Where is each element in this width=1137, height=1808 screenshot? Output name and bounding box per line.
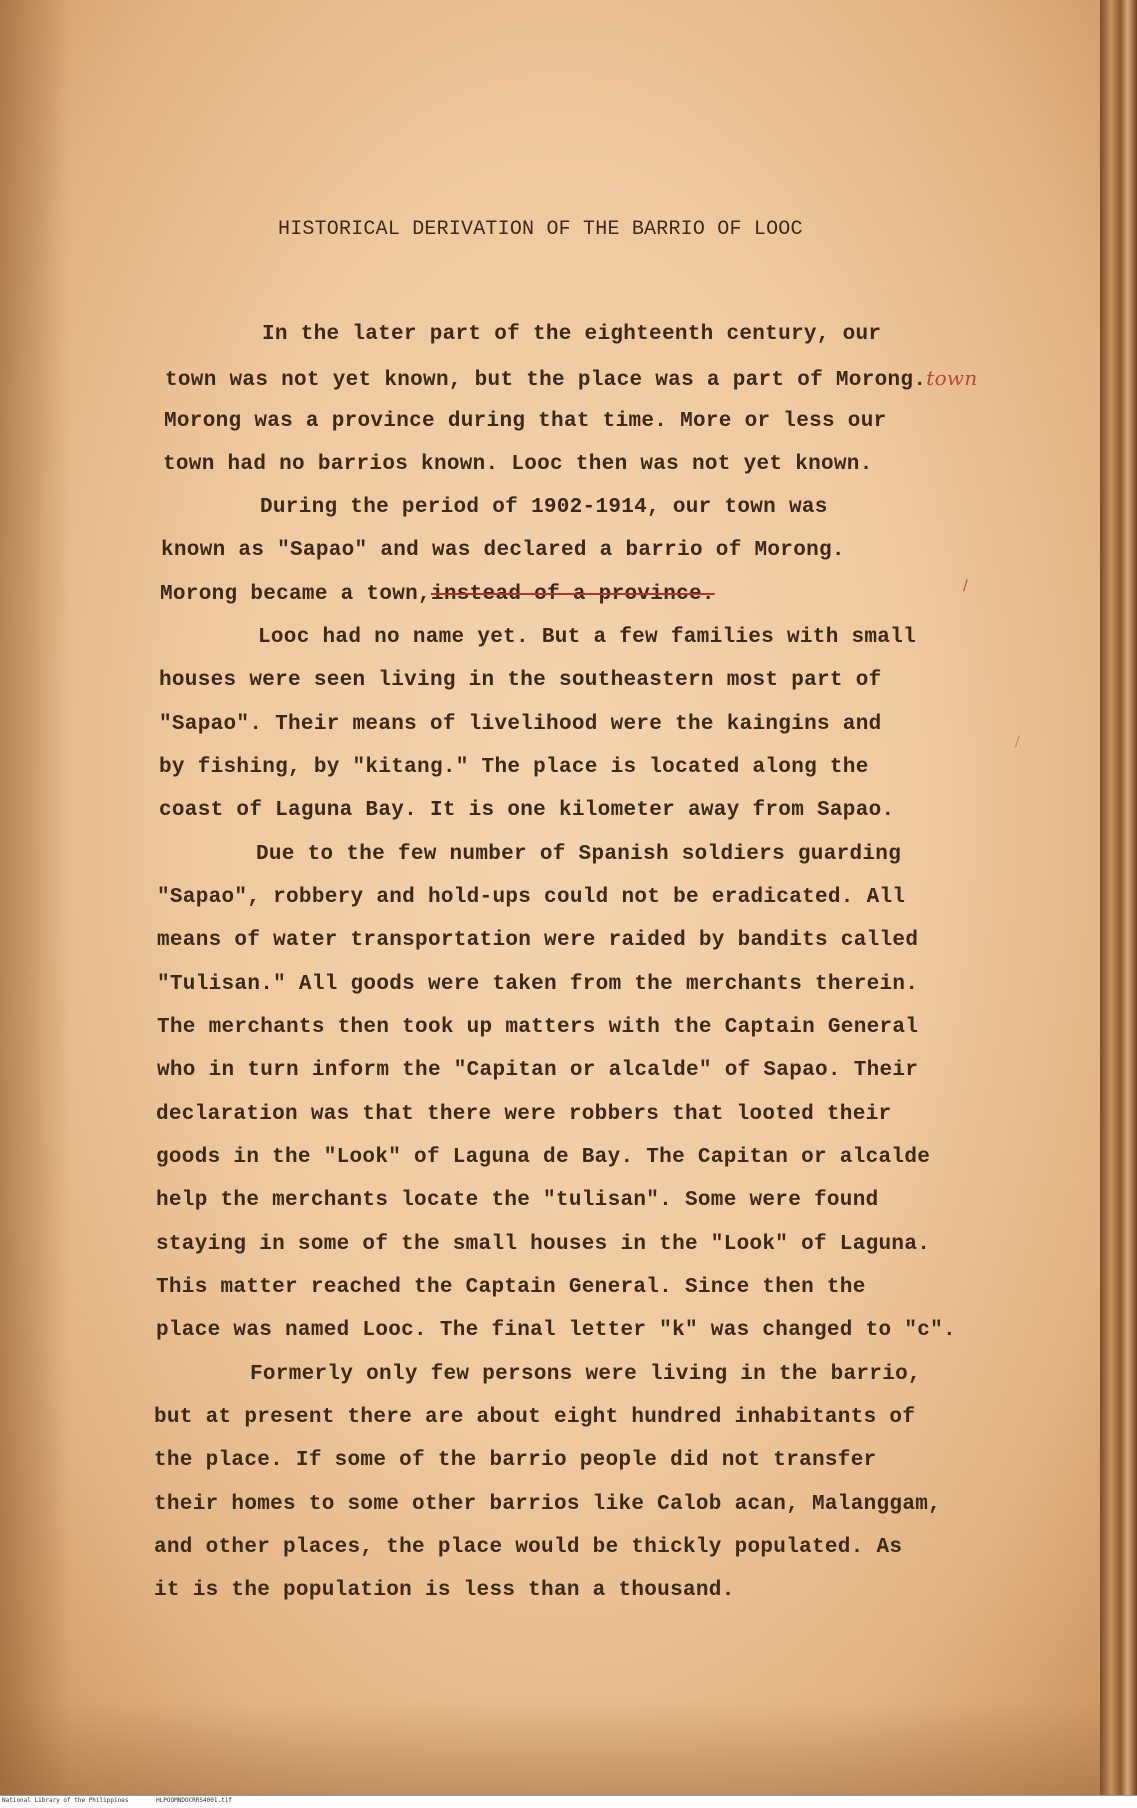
text-line-27: the place. If some of the barrio people did not transfer	[154, 1449, 877, 1472]
struck-text: instead of a province.	[430, 583, 715, 606]
footer-file-id: HLPOOMNDOCRRS4001.tif	[156, 1797, 232, 1804]
page-bottom-shadow	[0, 1700, 1118, 1795]
text-line-30: it is the population is less than a thousand.	[154, 1579, 735, 1602]
text-line-16: "Tulisan." All goods were taken from the merchants therein.	[157, 973, 919, 996]
text-line-8: Looc had no name yet. But a few families with small	[258, 626, 917, 649]
text-line-19: declaration was that there were robbers that looted their	[156, 1103, 892, 1126]
text-line-20: goods in the "Look" of Laguna de Bay. The Capitan or alcalde	[156, 1146, 931, 1169]
text-line-22: staying in some of the small houses in the "Look" of Laguna.	[156, 1233, 931, 1256]
text-line-15: means of water transportation were raided by bandits called	[157, 929, 919, 952]
text-line-26: but at present there are about eight hundred inhabitants of	[154, 1406, 916, 1429]
footer-library-name: National Library of the Philippines	[2, 1797, 129, 1804]
text-line-6: known as "Sapao" and was declared a barrio of Morong.	[161, 539, 845, 562]
text-line-29: and other places, the place would be thickly populated. As	[154, 1536, 903, 1559]
scan-footer-text	[2, 1797, 256, 1804]
text-line-4: town had no barrios known. Looc then was not yet known.	[163, 453, 873, 476]
text-line-1: In the later part of the eighteenth century, our	[262, 323, 882, 346]
text-line-21: help the merchants locate the "tulisan". Some were found	[156, 1189, 879, 1212]
text-line-11: by fishing, by "kitang." The place is located along the	[159, 756, 869, 779]
page-left-shadow	[0, 0, 70, 1795]
text-line-5: During the period of 1902-1914, our town was	[260, 496, 828, 519]
text-line-12: coast of Laguna Bay. It is one kilometer away from Sapao.	[159, 799, 895, 822]
text-line-17: The merchants then took up matters with the Captain General	[157, 1016, 919, 1039]
margin-tick-mark-2: /	[1015, 734, 1020, 750]
text-line-10: "Sapao". Their means of livelihood were the kaingins and	[159, 713, 882, 736]
margin-tick-mark: /	[963, 578, 968, 594]
document-title: HISTORICAL DERIVATION OF THE BARRIO OF LOOC	[278, 218, 803, 241]
text-line-2-content: town was not yet known, but the place was a part of Morong.	[165, 369, 927, 392]
text-line-18: who in turn inform the "Capitan or alcalde" of Sapao. Their	[157, 1059, 919, 1082]
text-line-23: This matter reached the Captain General. Since then the	[156, 1276, 866, 1299]
text-line-9: houses were seen living in the southeastern most part of	[159, 669, 882, 692]
text-line-24: place was named Looc. The final letter "k" was changed to "c".	[156, 1319, 956, 1342]
book-binding-edge	[1100, 0, 1137, 1795]
text-line-7	[160, 583, 715, 606]
text-line-25: Formerly only few persons were living in the barrio,	[250, 1363, 921, 1386]
handwritten-annotation: town	[926, 366, 978, 390]
text-line-2	[165, 366, 978, 392]
text-line-7-content: Morong became a town,	[160, 583, 431, 606]
text-line-13: Due to the few number of Spanish soldiers guarding	[256, 843, 902, 866]
text-line-3: Morong was a province during that time. More or less our	[164, 410, 887, 433]
text-line-28: their homes to some other barrios like Calob acan, Malanggam,	[154, 1493, 942, 1516]
text-line-14: "Sapao", robbery and hold-ups could not be eradicated. All	[157, 886, 906, 909]
